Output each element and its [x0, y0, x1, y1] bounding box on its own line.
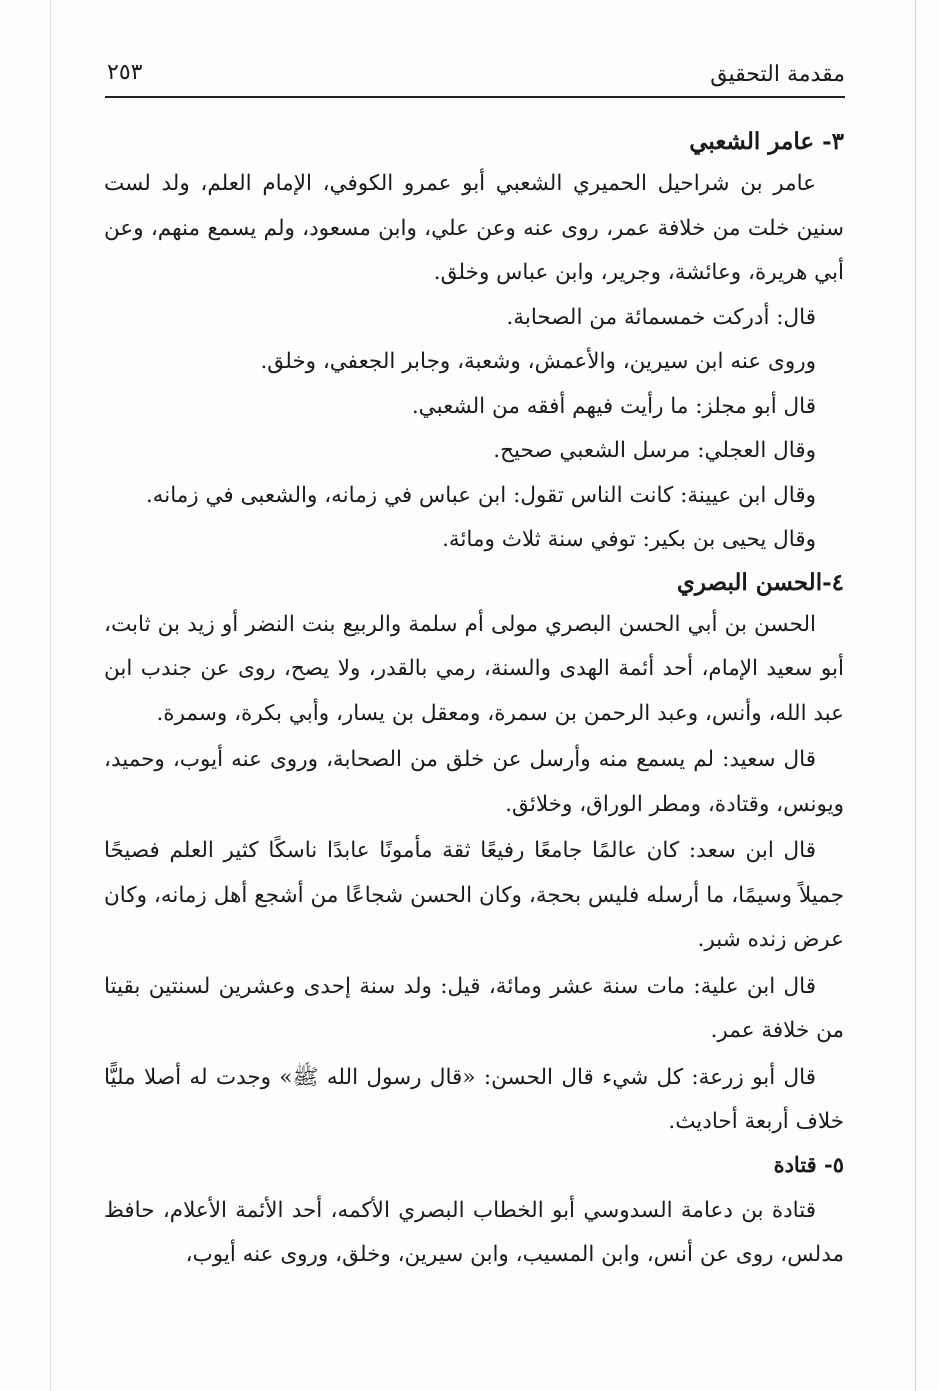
paragraph: قال ابن علية: مات سنة عشر ومائة، قيل: ولد سنة إحدى وعشرين لسنتين بقيتا من خلافة عمر.: [104, 973, 844, 1043]
paragraph: قال أبو مجلز: ما رأيت فيهم أفقه من الشعبي.: [411, 393, 816, 419]
page-number: ٢٥٣: [107, 60, 143, 85]
paragraph: وقال ابن عيينة: كانت الناس تقول: ابن عباس في زمانه، والشعبى في زمانه.: [145, 482, 816, 508]
paragraph: عامر بن شراحيل الحميري الشعبي أبو عمرو الكوفي، الإمام العلم، ولد لست سنين خلت من خلافة عمر، روى عنه وعن علي، وابن مسعود، ولم يسمع منهم، وعن أبي هريرة، وعائشة، وجرير، وابن عباس وخلق.: [104, 171, 844, 285]
paragraph: قال سعيد: لم يسمع منه وأرسل عن خلق من الصحابة، وروى عنه أيوب، وحميد، ويونس، وقتادة، ومطر الوراق، وخلائق.: [104, 747, 844, 817]
page-right-edge: [915, 0, 916, 1391]
section-heading-qatada: ٥- قتادة: [773, 1151, 844, 1177]
page-body: [104, 122, 844, 1278]
running-header: [105, 58, 845, 94]
section-heading-amir-alshabi: ٣- عامر الشعبي: [689, 128, 844, 155]
paragraph: وقال يحيى بن بكير: توفي سنة ثلاث ومائة.: [442, 527, 816, 552]
page-left-edge: [50, 0, 51, 1391]
section-heading-hasan-albasri: ٤-الحسن البصري: [676, 568, 844, 596]
paragraph: وقال العجلي: مرسل الشعبي صحيح.: [493, 438, 816, 463]
paragraph: قال: أدركت خمسمائة من الصحابة.: [506, 304, 816, 330]
paragraph: وروى عنه ابن سيرين، والأعمش، وشعبة، وجابر الجعفي، وخلق.: [260, 349, 816, 374]
paragraph: قال أبو زرعة: كل شيء قال الحسن: «قال رسول الله ﷺ» وجدت له أصلا مليًّا خلاف أربعة أحاديث.: [104, 1064, 844, 1134]
paragraph: قال ابن سعد: كان عالمًا جامعًا رفيعًا ثقة مأمونًا عابدًا ناسكًا كثير العلم فصيحًا جميلاً وسيمًا، ما أرسله فليس بحجة، وكان الحسن شجاعًا من أشجع أهل زمانه، وكان عرض زنده شبر.: [104, 838, 844, 952]
paragraph: الحسن بن أبي الحسن البصري مولى أم سلمة والربيع بنت النضر أو زيد بن ثابت، أبو سعيد الإمام، أحد أئمة الهدى والسنة، رمي بالقدر، ولا يصح، روى عن جندب ابن عبد الله، وأنس، وعبد الرحمن بن سمرة، ومعقل بن يسار، وأبي بكرة، وسمرة.: [104, 611, 844, 726]
header-rule: [105, 96, 845, 98]
paragraph: قتادة بن دعامة السدوسي أبو الخطاب البصري الأكمه، أحد الأئمة الأعلام، حافظ مدلس، روى عن أنس، وابن المسيب، وابن سيرين، وخلق، وروى عنه أيوب،: [104, 1197, 844, 1267]
header-title: مقدمة التحقيق: [710, 62, 845, 87]
